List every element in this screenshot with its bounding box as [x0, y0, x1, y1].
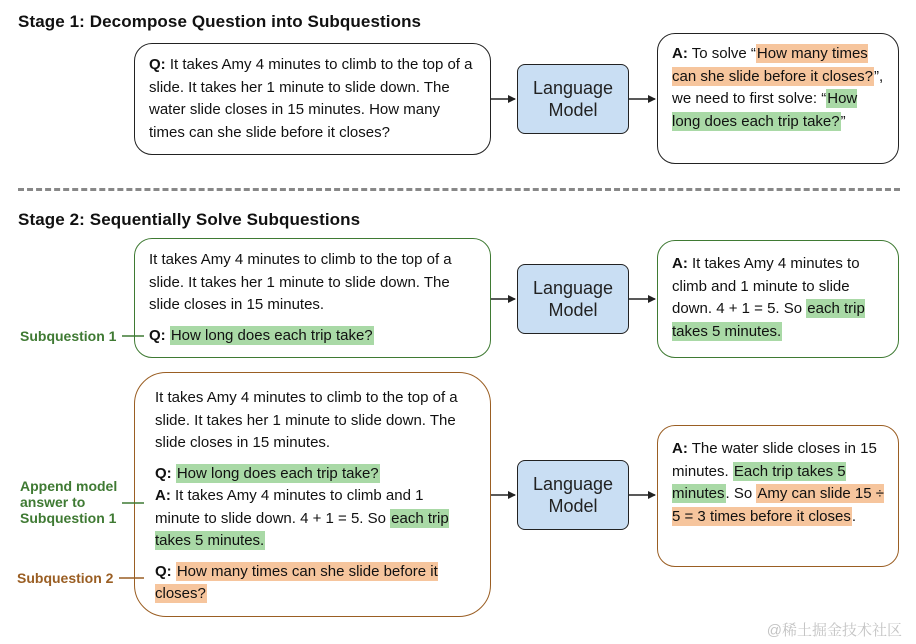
model-label-line2: Model — [548, 300, 598, 320]
label-line: Append model — [20, 478, 118, 494]
stage1-title: Stage 1: Decompose Question into Subquestions — [18, 12, 422, 31]
stage2-step2-language-model — [517, 460, 629, 530]
watermark: @稀土掘金技术社区 — [766, 622, 902, 639]
highlight-main-question: How many times can she slide before it closes? — [672, 45, 873, 85]
stage2-step2-answer-box — [657, 425, 899, 567]
label-append-model-answer — [20, 478, 117, 526]
step1-answer — [672, 253, 884, 343]
stage2-step1-language-model — [517, 264, 629, 334]
label-line: answer to — [20, 494, 86, 510]
model-label-line2: Model — [548, 100, 598, 120]
answer-prefix: A: — [155, 487, 171, 504]
answer-text: It takes Amy 4 minutes to climb and 1 minute to slide down. 4 + 1 = 5. So — [155, 487, 424, 527]
highlight-subquestion: How long does each trip take? — [176, 464, 379, 482]
highlight-answer: each trip takes 5 minutes. — [155, 509, 449, 549]
question-prefix: Q: — [155, 464, 172, 482]
answer-text: ”, we need to first solve: “ — [672, 67, 884, 107]
answer-text: . — [851, 507, 857, 525]
question-prefix: Q: — [149, 56, 166, 73]
stage1-question-box — [134, 43, 491, 155]
stage2-step1-answer-box — [657, 240, 899, 358]
highlight-main-question: How many times can she slide before it closes? — [155, 562, 438, 602]
model-label-line1: Language — [532, 78, 614, 98]
step2-answer — [672, 438, 884, 528]
stage1-answer-box — [657, 33, 899, 164]
answer-text: ” — [840, 112, 846, 130]
highlight-final-answer: Amy can slide 15 ÷ 5 = 3 times before it closes — [672, 485, 885, 525]
label-subquestion-1: Subquestion 1 — [20, 328, 117, 344]
stage1-language-model — [517, 64, 629, 134]
appended-subquestion-1 — [155, 463, 470, 486]
subquestion-2 — [155, 561, 470, 606]
answer-prefix: A: — [672, 255, 688, 272]
label-line: Subquestion 1 — [20, 510, 117, 526]
answer-text: It takes Amy 4 minutes to climb and 1 minute to slide down. 4 + 1 = 5. So — [672, 255, 860, 317]
question-prefix: Q: — [155, 562, 172, 580]
subquestion-1 — [149, 325, 476, 348]
answer-text: . So — [725, 485, 757, 502]
stage-divider — [18, 188, 900, 191]
model-label-line1: Language — [532, 278, 614, 298]
model-label-line1: Language — [532, 474, 614, 494]
highlight-subquestion: How long does each trip take? — [672, 90, 858, 130]
model-label-line2: Model — [548, 496, 598, 516]
highlight-subquestion: How long does each trip take? — [170, 326, 373, 344]
stage2-step2-input-box — [134, 372, 491, 617]
stage2-title: Stage 2: Sequentially Solve Subquestions — [18, 210, 361, 229]
stage1-answer — [672, 43, 884, 133]
highlight-answer: each trip takes 5 minutes. — [672, 300, 865, 340]
highlight-answer: Each trip takes 5 minutes — [672, 462, 846, 502]
answer-prefix: A: — [672, 440, 688, 457]
answer-prefix: A: — [672, 45, 688, 62]
question-prefix: Q: — [149, 326, 166, 344]
appended-answer-1 — [155, 485, 470, 553]
question-text: It takes Amy 4 minutes to climb to the top of a slide. It takes her 1 minute to slide down. The water slide closes in 15 minutes. How many times can she slide before it closes? — [149, 56, 473, 141]
context-text: It takes Amy 4 minutes to climb to the top of a slide. It takes her 1 minute to slide down. The slide closes in 15 minutes. — [149, 251, 452, 313]
answer-text: To solve “ — [687, 45, 756, 62]
context-text: It takes Amy 4 minutes to climb to the top of a slide. It takes her 1 minute to slide down. The slide closes in 15 minutes. — [155, 389, 458, 451]
stage2-step1-input-box — [134, 238, 491, 358]
stage1-question — [149, 54, 476, 144]
answer-text: The water slide closes in 15 minutes. — [672, 440, 877, 480]
label-subquestion-2: Subquestion 2 — [17, 570, 114, 586]
